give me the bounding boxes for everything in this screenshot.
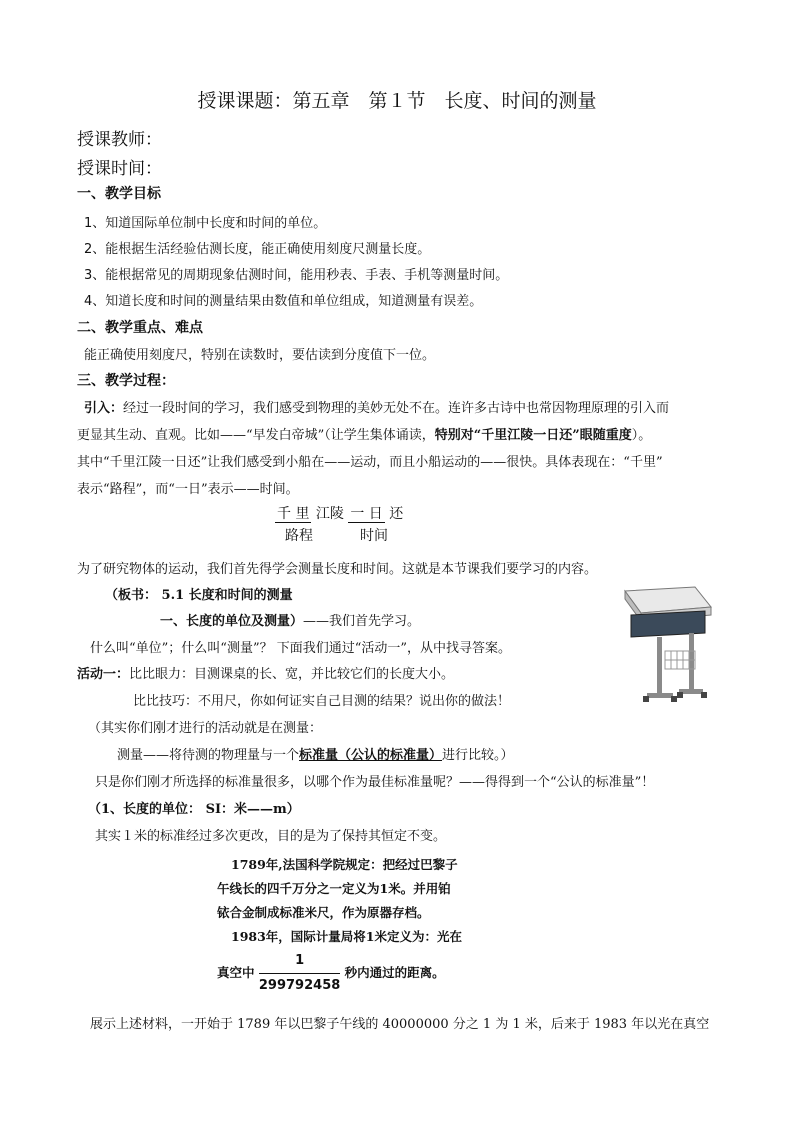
quote-line-2: 午线长的四千万分之一定义为1米。并用铂: [217, 881, 451, 896]
goal-item: 1、知道国际单位制中长度和时间的单位。: [84, 216, 327, 231]
activity-text-2: 比比技巧：不用尺，你如何证实自己目测的结果？说出你的做法！: [133, 694, 511, 709]
fraction-denominator: 299792458: [258, 978, 341, 993]
desk-image: [617, 585, 713, 707]
focus-text: 能正确使用刻度尺，特别在读数时，要估读到分度值下一位。: [84, 348, 436, 363]
unit-text: 其实１米的标准经过多次更改，目的是为了保持其恒定不变。: [95, 829, 447, 844]
final-line: 展示上述材料，一开始于 1789 年以巴黎子午线的 40000000 分之 1 为 1 米，后来于 1983 年以光在真空: [90, 1017, 710, 1032]
fraction: [259, 949, 340, 998]
poem-label-time: 时间: [360, 528, 388, 544]
intro-line-2: [77, 424, 651, 443]
activity-label: 活动一：: [77, 667, 130, 682]
intro-line-3: 其中“千里江陵一日还”让我们感受到小船在——运动，而且小船运动的——很快。具体表现在：“千里”: [77, 455, 663, 470]
section-heading-goals: 一、教学目标: [77, 186, 161, 202]
intro-line-4: 表示“路程”，而“一日”表示——时间。: [77, 482, 299, 497]
intro-line-1: [84, 397, 669, 416]
note-line-3: 只是你们刚才所选择的标准量很多，以哪个作为最佳标准量呢？——得得到一个“公认的标准量”！: [95, 775, 655, 790]
time-label: 授课时间：: [77, 159, 162, 179]
board-text: （板书： 5.1 长度和时间的测量: [105, 588, 293, 603]
quote-line-4: 1983年，国际计量局将1米定义为：光在: [231, 929, 462, 944]
poem-label-distance: 路程: [285, 528, 313, 544]
subsection-1-note: ——我们首先学习。: [303, 614, 421, 629]
goal-item: 2、能根据生活经验估测长度，能正确使用刻度尺测量长度。: [84, 242, 431, 257]
activity-line: [77, 663, 454, 682]
question-text: 什么叫“单位”；什么叫“测量”？ 下面我们通过“活动一”，从中找寻答案。: [90, 641, 512, 656]
goal-item: 4、知道长度和时间的测量结果由数值和单位组成，知道测量有误差。: [84, 294, 483, 309]
teacher-label: 授课教师：: [77, 130, 162, 150]
intro-text-2c: ）。: [631, 428, 652, 443]
quote-line-3: 铱合金制成标准米尺，作为原器存档。: [217, 905, 430, 920]
subsection-1: [160, 610, 420, 629]
poem-word-yiri: 一 日: [350, 506, 383, 522]
poem-words: [275, 503, 403, 523]
quote-text-5b: 秒内通过的距离。: [344, 965, 445, 980]
poem-word-qianli: 千 里: [277, 506, 310, 522]
intro-text: 经过一段时间的学习，我们感受到物理的美妙无处不在。连许多古诗中也常因物理原理的引入而: [123, 401, 670, 416]
quote-block: [217, 853, 477, 998]
section-heading-process: 三、教学过程：: [77, 373, 175, 389]
note-text-2a: 测量——将待测的物理量与一个: [117, 748, 300, 763]
fraction-numerator: 1: [259, 949, 340, 974]
unit-heading: （1、长度的单位： SI：米——m）: [88, 802, 300, 817]
quote-line-1: 1789年,法国科学院规定：把经过巴黎子: [231, 857, 458, 872]
page-title: 授课课题：第五章 第１节 长度、时间的测量: [197, 90, 597, 112]
intro-emphasis: 特别对“千里江陵一日还”眼随重度: [434, 428, 632, 443]
subsection-1-title: 一、长度的单位及测量）: [160, 614, 304, 629]
note-line-2: [117, 744, 514, 763]
note-text-2c: 进行比较。）: [442, 748, 514, 763]
activity-text: 比比眼力：目测课桌的长、宽，并比较它们的长度大小。: [129, 667, 455, 682]
quote-text-5a: 真空中: [217, 965, 255, 980]
note-line-1: （其实你们刚才进行的活动就是在测量：: [88, 721, 323, 736]
goal-item: 3、能根据常见的周期现象估测时间，能用秒表、手表、手机等测量时间。: [84, 268, 509, 283]
intro-text-2a: 更显其生动、直观。比如——“早发白帝城”（让学生集体诵读，: [77, 428, 435, 443]
poem-word-huan: 还: [389, 506, 404, 522]
standard-quantity: 标准量（公认的标准量）: [299, 748, 443, 763]
poem-word-jiangling: 江陵: [315, 506, 344, 522]
section-heading-focus: 二、教学重点、难点: [77, 320, 203, 336]
intro-label: 引入：: [84, 401, 124, 416]
quote-line-5: [217, 949, 477, 998]
purpose-text: 为了研究物体的运动，我们首先得学会测量长度和时间。这就是本节课我们要学习的内容。: [77, 562, 598, 577]
